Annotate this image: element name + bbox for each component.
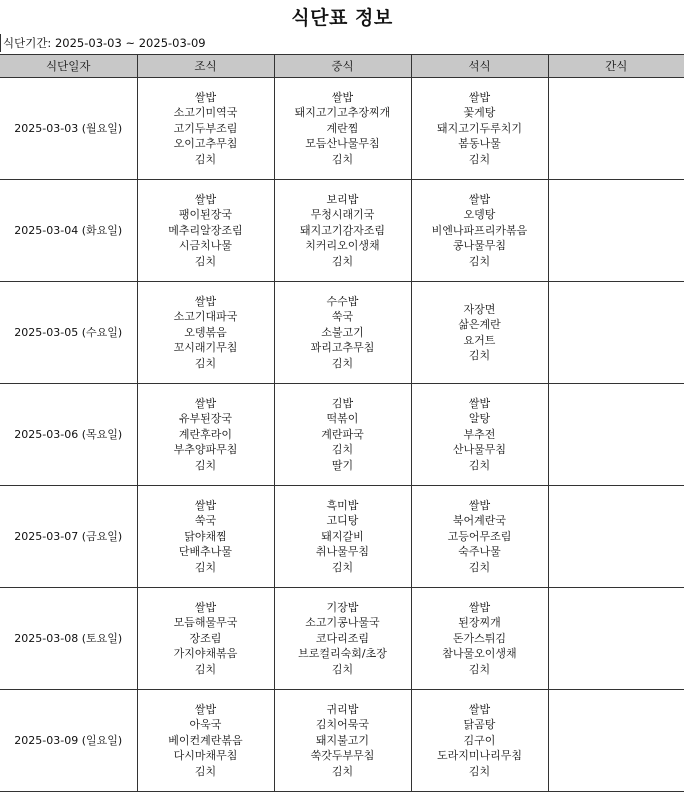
dinner-cell bbox=[411, 384, 548, 486]
dish-item: 김치 bbox=[194, 764, 217, 778]
breakfast-cell bbox=[137, 78, 274, 180]
dish-item: 꽃게탕 bbox=[463, 106, 496, 120]
dish-item: 쑥국 bbox=[331, 310, 354, 324]
table-row bbox=[0, 282, 684, 384]
dish-item: 브로컬리숙회/초장 bbox=[298, 647, 387, 661]
dish-item: 취나물무침 bbox=[315, 545, 370, 559]
dish-item: 김치 bbox=[331, 662, 354, 676]
dish-item: 쌀밥 bbox=[468, 498, 491, 512]
snack-cell bbox=[548, 78, 684, 180]
dish-item: 돼지고기두루치기 bbox=[436, 121, 522, 135]
dish-item: 소고기콩나물국 bbox=[305, 616, 380, 630]
dinner-cell bbox=[411, 690, 548, 792]
menu-period: 식단기간: 2025-03-03 ~ 2025-03-09 bbox=[0, 34, 684, 52]
dish-item: 쌀밥 bbox=[194, 498, 217, 512]
lunch-cell bbox=[274, 384, 411, 486]
dish-item: 김치 bbox=[331, 764, 354, 778]
dish-item: 쌀밥 bbox=[194, 294, 217, 308]
dish-item: 치커리오이생채 bbox=[305, 239, 380, 253]
dish-item: 김치 bbox=[468, 152, 491, 166]
dish-item: 쌀밥 bbox=[468, 600, 491, 614]
dish-item: 쌀밥 bbox=[194, 600, 217, 614]
dish-item: 고디탕 bbox=[326, 514, 359, 528]
date-cell: 2025-03-05 (수요일) bbox=[0, 282, 137, 384]
dish-item: 김치 bbox=[194, 152, 217, 166]
dish-item: 계란찜 bbox=[326, 121, 359, 135]
table-row bbox=[0, 486, 684, 588]
dish-item: 김밥 bbox=[331, 396, 354, 410]
date-cell: 2025-03-06 (목요일) bbox=[0, 384, 137, 486]
breakfast-cell bbox=[137, 282, 274, 384]
dish-item: 산나물무침 bbox=[452, 443, 507, 457]
dish-item: 부추양파무침 bbox=[173, 443, 238, 457]
dish-item: 쌀밥 bbox=[468, 702, 491, 716]
dish-item: 쑥갓두부무침 bbox=[310, 749, 375, 763]
dish-item: 참나물오이생채 bbox=[442, 647, 517, 661]
dish-item: 김치 bbox=[468, 254, 491, 268]
dish-item: 다시마채무침 bbox=[173, 749, 238, 763]
dish-item: 계란파국 bbox=[321, 427, 364, 441]
dinner-cell bbox=[411, 486, 548, 588]
dish-item: 쌀밥 bbox=[194, 396, 217, 410]
dinner-cell bbox=[411, 282, 548, 384]
dish-item: 보리밥 bbox=[326, 192, 359, 206]
dish-item: 부추전 bbox=[463, 427, 496, 441]
dinner-cell bbox=[411, 180, 548, 282]
breakfast-cell bbox=[137, 384, 274, 486]
table-row bbox=[0, 384, 684, 486]
dish-item: 흑미밥 bbox=[326, 498, 359, 512]
dish-item: 김구이 bbox=[463, 733, 496, 747]
dish-item: 소불고기 bbox=[321, 325, 364, 339]
dish-item: 돼지불고기 bbox=[315, 733, 370, 747]
lunch-cell bbox=[274, 180, 411, 282]
dish-item: 김치 bbox=[331, 254, 354, 268]
breakfast-cell bbox=[137, 180, 274, 282]
dish-item: 기장밥 bbox=[326, 600, 359, 614]
dish-item: 숙주나물 bbox=[458, 545, 501, 559]
dish-item: 김치 bbox=[468, 662, 491, 676]
snack-cell bbox=[548, 486, 684, 588]
date-cell: 2025-03-09 (일요일) bbox=[0, 690, 137, 792]
dish-item: 계란후라이 bbox=[178, 427, 233, 441]
dish-item: 돼지고기고추장찌개 bbox=[294, 106, 391, 120]
menu-table-body bbox=[0, 78, 684, 792]
snack-cell bbox=[548, 588, 684, 690]
dish-item: 김치어묵국 bbox=[315, 718, 370, 732]
dish-item: 모듬해물무국 bbox=[173, 616, 238, 630]
dish-item: 코다리조림 bbox=[315, 631, 370, 645]
dish-item: 봄동나물 bbox=[458, 137, 501, 151]
dish-item: 쌀밥 bbox=[331, 90, 354, 104]
dish-item: 돼지고기감자조림 bbox=[299, 223, 385, 237]
lunch-cell bbox=[274, 588, 411, 690]
dish-item: 장조림 bbox=[189, 631, 222, 645]
table-row bbox=[0, 180, 684, 282]
dish-item: 콩나물무침 bbox=[452, 239, 507, 253]
table-row bbox=[0, 78, 684, 180]
dish-item: 김치 bbox=[331, 356, 354, 370]
dish-item: 비엔나파프리카볶음 bbox=[431, 223, 528, 237]
snack-cell bbox=[548, 180, 684, 282]
dish-item: 된장찌개 bbox=[458, 616, 501, 630]
dish-item: 쌀밥 bbox=[194, 192, 217, 206]
lunch-cell bbox=[274, 486, 411, 588]
dish-item: 쌀밥 bbox=[194, 90, 217, 104]
dish-item: 김치 bbox=[331, 560, 354, 574]
dish-item: 도라지미나리무침 bbox=[436, 749, 522, 763]
dish-item: 아욱국 bbox=[189, 718, 222, 732]
dish-item: 김치 bbox=[194, 662, 217, 676]
dish-item: 자장면 bbox=[463, 302, 496, 316]
dish-item: 김치 bbox=[194, 356, 217, 370]
snack-cell bbox=[548, 384, 684, 486]
dish-item: 김치 bbox=[194, 458, 217, 472]
dish-item: 김치 bbox=[468, 560, 491, 574]
dish-item: 김치 bbox=[468, 458, 491, 472]
menu-table bbox=[0, 54, 684, 792]
dish-item: 오이고추무침 bbox=[173, 137, 238, 151]
dish-item: 알탕 bbox=[468, 412, 491, 426]
breakfast-cell bbox=[137, 690, 274, 792]
dish-item: 쑥국 bbox=[194, 514, 217, 528]
lunch-cell bbox=[274, 78, 411, 180]
dish-item: 메추리알장조림 bbox=[168, 223, 243, 237]
dinner-cell bbox=[411, 78, 548, 180]
dish-item: 김치 bbox=[194, 560, 217, 574]
dish-item: 시금치나물 bbox=[178, 239, 233, 253]
dish-item: 모듬산나물무침 bbox=[305, 137, 380, 151]
date-cell: 2025-03-03 (월요일) bbox=[0, 78, 137, 180]
dish-item: 김치 bbox=[194, 254, 217, 268]
dish-item: 쌀밥 bbox=[468, 90, 491, 104]
lunch-cell bbox=[274, 282, 411, 384]
dish-item: 삶은계란 bbox=[458, 318, 501, 331]
dish-item: 딸기 bbox=[331, 458, 354, 472]
dish-item: 꼬시래기무침 bbox=[173, 341, 238, 355]
snack-cell bbox=[548, 690, 684, 792]
header-breakfast: 조식 bbox=[137, 55, 274, 78]
dish-item: 팽이된장국 bbox=[178, 208, 233, 222]
dish-item: 소고기대파국 bbox=[173, 310, 238, 324]
dish-item: 김치 bbox=[331, 443, 354, 457]
dish-item: 소고기미역국 bbox=[173, 106, 238, 120]
lunch-cell bbox=[274, 690, 411, 792]
dish-item: 꽈리고추무침 bbox=[310, 341, 375, 355]
dish-item: 수수밥 bbox=[326, 294, 359, 308]
date-cell: 2025-03-04 (화요일) bbox=[0, 180, 137, 282]
dish-item: 떡볶이 bbox=[326, 412, 359, 426]
breakfast-cell bbox=[137, 486, 274, 588]
dish-item: 닭곰탕 bbox=[463, 718, 496, 732]
dish-item: 쌀밥 bbox=[194, 702, 217, 716]
breakfast-cell bbox=[137, 588, 274, 690]
date-cell: 2025-03-08 (토요일) bbox=[0, 588, 137, 690]
table-header-row bbox=[0, 55, 684, 78]
header-lunch: 중식 bbox=[274, 55, 411, 78]
table-row bbox=[0, 690, 684, 792]
dish-item: 요거트 bbox=[463, 333, 496, 347]
dish-item: 귀리밥 bbox=[326, 702, 359, 716]
dish-item: 돼지갈비 bbox=[321, 529, 364, 543]
dish-item: 북어계란국 bbox=[452, 514, 507, 528]
dish-item: 김치 bbox=[468, 349, 491, 362]
table-row bbox=[0, 588, 684, 690]
page-title: 식단표 정보 bbox=[291, 7, 393, 29]
header-snack: 간식 bbox=[548, 55, 684, 78]
dish-item: 오뎅볶음 bbox=[184, 325, 227, 339]
dish-item: 베이컨계란볶음 bbox=[168, 733, 243, 747]
dish-item: 무청시래기국 bbox=[310, 208, 375, 222]
dish-item: 닭야채찜 bbox=[184, 529, 227, 543]
dish-item: 유부된장국 bbox=[178, 412, 233, 426]
dish-item: 단배추나물 bbox=[178, 545, 233, 559]
header-dinner: 석식 bbox=[411, 55, 548, 78]
dish-item: 김치 bbox=[331, 152, 354, 166]
dish-item: 쌀밥 bbox=[468, 396, 491, 410]
dish-item: 가지야채볶음 bbox=[173, 647, 238, 661]
dish-item: 김치 bbox=[468, 764, 491, 778]
dish-item: 쌀밥 bbox=[468, 192, 491, 206]
dinner-cell bbox=[411, 588, 548, 690]
dish-item: 오뎅탕 bbox=[463, 208, 496, 222]
snack-cell bbox=[548, 282, 684, 384]
dish-item: 돈가스튀김 bbox=[452, 631, 507, 645]
header-date: 식단일자 bbox=[0, 55, 137, 78]
dish-item: 고등어무조림 bbox=[447, 529, 512, 543]
date-cell: 2025-03-07 (금요일) bbox=[0, 486, 137, 588]
dish-item: 고기두부조림 bbox=[173, 121, 238, 135]
